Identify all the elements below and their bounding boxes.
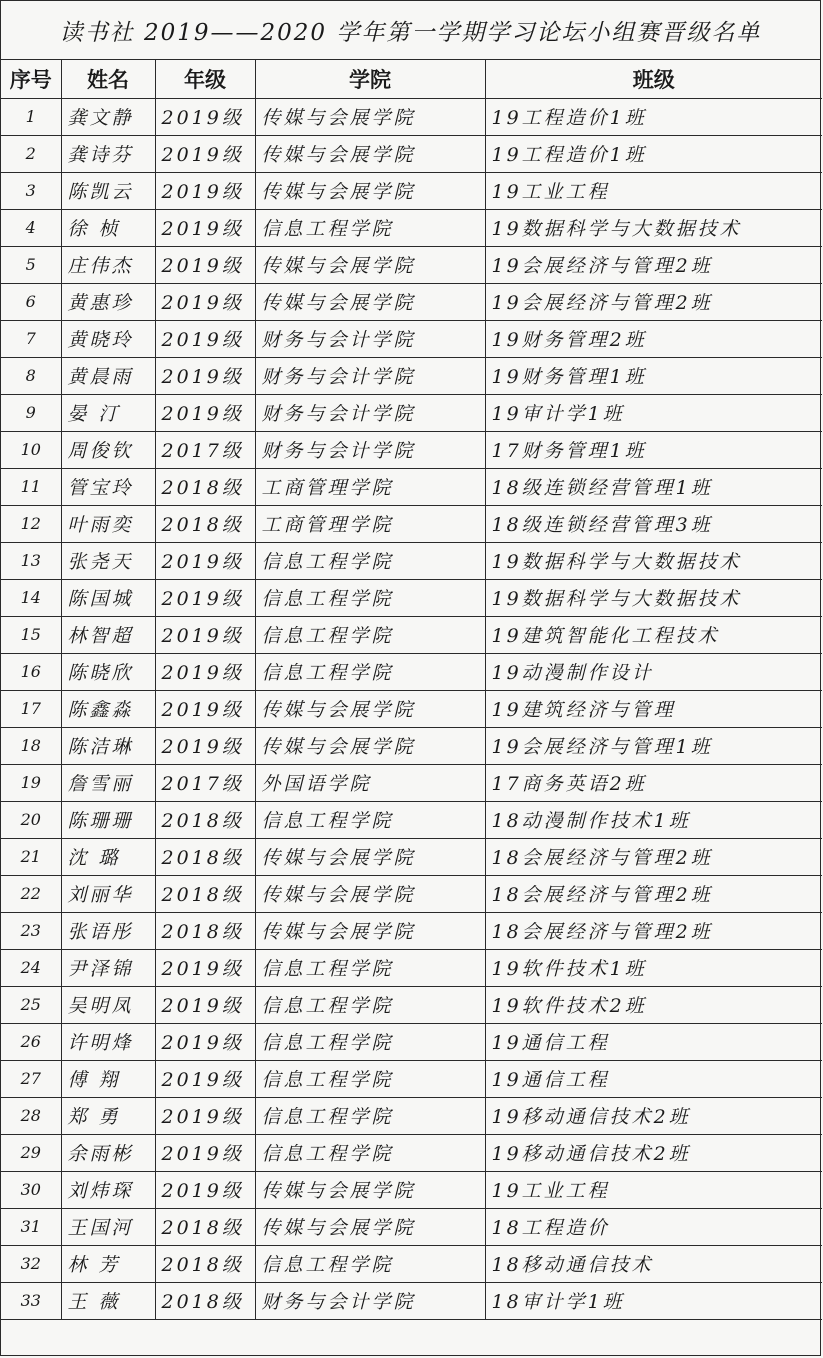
- cell-index: 28: [1, 1097, 61, 1134]
- cell-college: 信息工程学院: [255, 1060, 485, 1097]
- cell-name: 徐 桢: [61, 209, 155, 246]
- cell-grade: 2018级: [155, 801, 255, 838]
- table-body: [1, 98, 822, 1319]
- table-row: [1, 542, 822, 579]
- cell-college: 传媒与会展学院: [255, 838, 485, 875]
- cell-class: 19工程造价1班: [485, 135, 822, 172]
- cell-grade: 2019级: [155, 1060, 255, 1097]
- cell-college: 传媒与会展学院: [255, 912, 485, 949]
- cell-name: 傅 翔: [61, 1060, 155, 1097]
- cell-grade: 2019级: [155, 616, 255, 653]
- cell-index: 8: [1, 357, 61, 394]
- cell-class: 17商务英语2班: [485, 764, 822, 801]
- cell-college: 传媒与会展学院: [255, 98, 485, 135]
- document-title: 读书社 2019——2020 学年第一学期学习论坛小组赛晋级名单: [1, 1, 820, 60]
- cell-grade: 2019级: [155, 986, 255, 1023]
- cell-grade: 2017级: [155, 431, 255, 468]
- cell-grade: 2017级: [155, 764, 255, 801]
- cell-index: 33: [1, 1282, 61, 1319]
- cell-class: 18动漫制作技术1班: [485, 801, 822, 838]
- cell-grade: 2019级: [155, 357, 255, 394]
- cell-grade: 2019级: [155, 1171, 255, 1208]
- cell-name: 王国河: [61, 1208, 155, 1245]
- cell-class: 17财务管理1班: [485, 431, 822, 468]
- cell-college: 财务与会计学院: [255, 431, 485, 468]
- cell-index: 16: [1, 653, 61, 690]
- cell-name: 黄晓玲: [61, 320, 155, 357]
- cell-index: 1: [1, 98, 61, 135]
- table-header: [1, 60, 822, 98]
- cell-class: 18会展经济与管理2班: [485, 912, 822, 949]
- cell-index: 11: [1, 468, 61, 505]
- cell-class: 19工业工程: [485, 172, 822, 209]
- cell-college: 传媒与会展学院: [255, 246, 485, 283]
- table-row: [1, 209, 822, 246]
- table-row: [1, 1134, 822, 1171]
- table-row: [1, 98, 822, 135]
- cell-class: 19会展经济与管理1班: [485, 727, 822, 764]
- cell-name: 郑 勇: [61, 1097, 155, 1134]
- table-row: [1, 431, 822, 468]
- table-row: [1, 505, 822, 542]
- cell-index: 31: [1, 1208, 61, 1245]
- cell-class: 19审计学1班: [485, 394, 822, 431]
- cell-grade: 2019级: [155, 542, 255, 579]
- cell-name: 尹泽锦: [61, 949, 155, 986]
- cell-index: 32: [1, 1245, 61, 1282]
- cell-index: 20: [1, 801, 61, 838]
- cell-class: 19财务管理1班: [485, 357, 822, 394]
- cell-college: 信息工程学院: [255, 1245, 485, 1282]
- cell-name: 龚文静: [61, 98, 155, 135]
- table-row: [1, 1171, 822, 1208]
- cell-college: 信息工程学院: [255, 579, 485, 616]
- cell-name: 詹雪丽: [61, 764, 155, 801]
- cell-class: 19工程造价1班: [485, 98, 822, 135]
- cell-college: 传媒与会展学院: [255, 690, 485, 727]
- cell-class: 18工程造价: [485, 1208, 822, 1245]
- cell-college: 信息工程学院: [255, 209, 485, 246]
- cell-name: 余雨彬: [61, 1134, 155, 1171]
- cell-grade: 2019级: [155, 394, 255, 431]
- cell-class: 19软件技术2班: [485, 986, 822, 1023]
- cell-grade: 2018级: [155, 838, 255, 875]
- cell-class: 19会展经济与管理2班: [485, 246, 822, 283]
- cell-name: 王 薇: [61, 1282, 155, 1319]
- cell-grade: 2018级: [155, 1208, 255, 1245]
- table-row: [1, 801, 822, 838]
- cell-index: 18: [1, 727, 61, 764]
- cell-name: 刘炜琛: [61, 1171, 155, 1208]
- roster-table: [1, 60, 822, 1320]
- cell-index: 25: [1, 986, 61, 1023]
- cell-name: 陈晓欣: [61, 653, 155, 690]
- cell-college: 信息工程学院: [255, 1134, 485, 1171]
- cell-class: 18审计学1班: [485, 1282, 822, 1319]
- cell-grade: 2019级: [155, 246, 255, 283]
- cell-index: 27: [1, 1060, 61, 1097]
- cell-grade: 2019级: [155, 727, 255, 764]
- cell-grade: 2018级: [155, 912, 255, 949]
- cell-college: 财务与会计学院: [255, 320, 485, 357]
- cell-index: 21: [1, 838, 61, 875]
- cell-grade: 2019级: [155, 172, 255, 209]
- cell-name: 张语彤: [61, 912, 155, 949]
- cell-name: 林 芳: [61, 1245, 155, 1282]
- cell-name: 沈 璐: [61, 838, 155, 875]
- table-row: [1, 579, 822, 616]
- cell-index: 12: [1, 505, 61, 542]
- cell-name: 许明烽: [61, 1023, 155, 1060]
- cell-grade: 2019级: [155, 1097, 255, 1134]
- cell-college: 传媒与会展学院: [255, 727, 485, 764]
- cell-index: 10: [1, 431, 61, 468]
- header-index: 序号: [1, 60, 61, 98]
- cell-college: 工商管理学院: [255, 468, 485, 505]
- cell-index: 30: [1, 1171, 61, 1208]
- cell-class: 19工业工程: [485, 1171, 822, 1208]
- cell-class: 19建筑智能化工程技术: [485, 616, 822, 653]
- table-row: [1, 727, 822, 764]
- cell-grade: 2018级: [155, 468, 255, 505]
- cell-index: 19: [1, 764, 61, 801]
- cell-name: 吴明凤: [61, 986, 155, 1023]
- cell-index: 13: [1, 542, 61, 579]
- cell-class: 19数据科学与大数据技术: [485, 209, 822, 246]
- table-row: [1, 690, 822, 727]
- cell-class: 18会展经济与管理2班: [485, 875, 822, 912]
- table-row: [1, 394, 822, 431]
- table-row: [1, 838, 822, 875]
- cell-name: 张尧天: [61, 542, 155, 579]
- table-row: [1, 986, 822, 1023]
- cell-index: 29: [1, 1134, 61, 1171]
- table-row: [1, 357, 822, 394]
- cell-college: 信息工程学院: [255, 949, 485, 986]
- table-row: [1, 949, 822, 986]
- cell-class: 18级连锁经营管理1班: [485, 468, 822, 505]
- cell-name: 庄伟杰: [61, 246, 155, 283]
- table-row: [1, 1208, 822, 1245]
- cell-class: 19软件技术1班: [485, 949, 822, 986]
- cell-index: 23: [1, 912, 61, 949]
- cell-index: 22: [1, 875, 61, 912]
- cell-college: 信息工程学院: [255, 801, 485, 838]
- table-row: [1, 875, 822, 912]
- header-row: [1, 60, 822, 98]
- cell-college: 财务与会计学院: [255, 1282, 485, 1319]
- cell-college: 财务与会计学院: [255, 357, 485, 394]
- cell-name: 黄惠珍: [61, 283, 155, 320]
- cell-grade: 2019级: [155, 320, 255, 357]
- table-row: [1, 1282, 822, 1319]
- cell-college: 工商管理学院: [255, 505, 485, 542]
- table-row: [1, 283, 822, 320]
- table-row: [1, 912, 822, 949]
- cell-index: 6: [1, 283, 61, 320]
- table-row: [1, 1097, 822, 1134]
- cell-grade: 2019级: [155, 653, 255, 690]
- cell-index: 7: [1, 320, 61, 357]
- header-college: 学院: [255, 60, 485, 98]
- cell-name: 叶雨奕: [61, 505, 155, 542]
- cell-name: 林智超: [61, 616, 155, 653]
- table-row: [1, 764, 822, 801]
- cell-class: 19数据科学与大数据技术: [485, 542, 822, 579]
- cell-college: 信息工程学院: [255, 653, 485, 690]
- cell-name: 陈洁琳: [61, 727, 155, 764]
- cell-class: 19会展经济与管理2班: [485, 283, 822, 320]
- cell-name: 陈珊珊: [61, 801, 155, 838]
- cell-class: 18级连锁经营管理3班: [485, 505, 822, 542]
- header-name: 姓名: [61, 60, 155, 98]
- cell-college: 传媒与会展学院: [255, 875, 485, 912]
- cell-index: 17: [1, 690, 61, 727]
- cell-college: 信息工程学院: [255, 986, 485, 1023]
- cell-college: 传媒与会展学院: [255, 283, 485, 320]
- cell-college: 传媒与会展学院: [255, 1171, 485, 1208]
- cell-grade: 2019级: [155, 98, 255, 135]
- cell-name: 晏 汀: [61, 394, 155, 431]
- cell-name: 黄晨雨: [61, 357, 155, 394]
- cell-index: 15: [1, 616, 61, 653]
- cell-index: 4: [1, 209, 61, 246]
- cell-class: 19财务管理2班: [485, 320, 822, 357]
- cell-college: 信息工程学院: [255, 1023, 485, 1060]
- cell-class: 19通信工程: [485, 1023, 822, 1060]
- cell-grade: 2019级: [155, 283, 255, 320]
- cell-class: 19数据科学与大数据技术: [485, 579, 822, 616]
- table-row: [1, 172, 822, 209]
- cell-grade: 2019级: [155, 1023, 255, 1060]
- cell-grade: 2019级: [155, 949, 255, 986]
- cell-class: 19建筑经济与管理: [485, 690, 822, 727]
- cell-name: 周俊钦: [61, 431, 155, 468]
- cell-index: 3: [1, 172, 61, 209]
- cell-class: 19移动通信技术2班: [485, 1097, 822, 1134]
- cell-class: 19通信工程: [485, 1060, 822, 1097]
- table-row: [1, 1023, 822, 1060]
- cell-grade: 2019级: [155, 579, 255, 616]
- table-row: [1, 135, 822, 172]
- cell-grade: 2019级: [155, 1134, 255, 1171]
- cell-college: 传媒与会展学院: [255, 172, 485, 209]
- cell-college: 信息工程学院: [255, 616, 485, 653]
- cell-name: 龚诗芬: [61, 135, 155, 172]
- cell-college: 信息工程学院: [255, 1097, 485, 1134]
- cell-grade: 2019级: [155, 135, 255, 172]
- table-row: [1, 616, 822, 653]
- cell-grade: 2019级: [155, 209, 255, 246]
- cell-class: 19移动通信技术2班: [485, 1134, 822, 1171]
- cell-index: 14: [1, 579, 61, 616]
- cell-name: 刘丽华: [61, 875, 155, 912]
- cell-grade: 2018级: [155, 505, 255, 542]
- cell-college: 外国语学院: [255, 764, 485, 801]
- cell-index: 2: [1, 135, 61, 172]
- cell-grade: 2018级: [155, 875, 255, 912]
- table-row: [1, 1060, 822, 1097]
- cell-college: 传媒与会展学院: [255, 1208, 485, 1245]
- table-row: [1, 246, 822, 283]
- table-row: [1, 320, 822, 357]
- header-grade: 年级: [155, 60, 255, 98]
- cell-index: 5: [1, 246, 61, 283]
- cell-grade: 2018级: [155, 1245, 255, 1282]
- cell-index: 24: [1, 949, 61, 986]
- table-row: [1, 468, 822, 505]
- cell-name: 陈鑫淼: [61, 690, 155, 727]
- cell-college: 信息工程学院: [255, 542, 485, 579]
- header-class: 班级: [485, 60, 822, 98]
- cell-grade: 2018级: [155, 1282, 255, 1319]
- cell-class: 19动漫制作设计: [485, 653, 822, 690]
- table-row: [1, 1245, 822, 1282]
- cell-name: 陈国城: [61, 579, 155, 616]
- cell-name: 陈凯云: [61, 172, 155, 209]
- table-row: [1, 653, 822, 690]
- cell-index: 9: [1, 394, 61, 431]
- cell-class: 18会展经济与管理2班: [485, 838, 822, 875]
- cell-class: 18移动通信技术: [485, 1245, 822, 1282]
- cell-grade: 2019级: [155, 690, 255, 727]
- cell-college: 传媒与会展学院: [255, 135, 485, 172]
- cell-index: 26: [1, 1023, 61, 1060]
- cell-college: 财务与会计学院: [255, 394, 485, 431]
- cell-name: 管宝玲: [61, 468, 155, 505]
